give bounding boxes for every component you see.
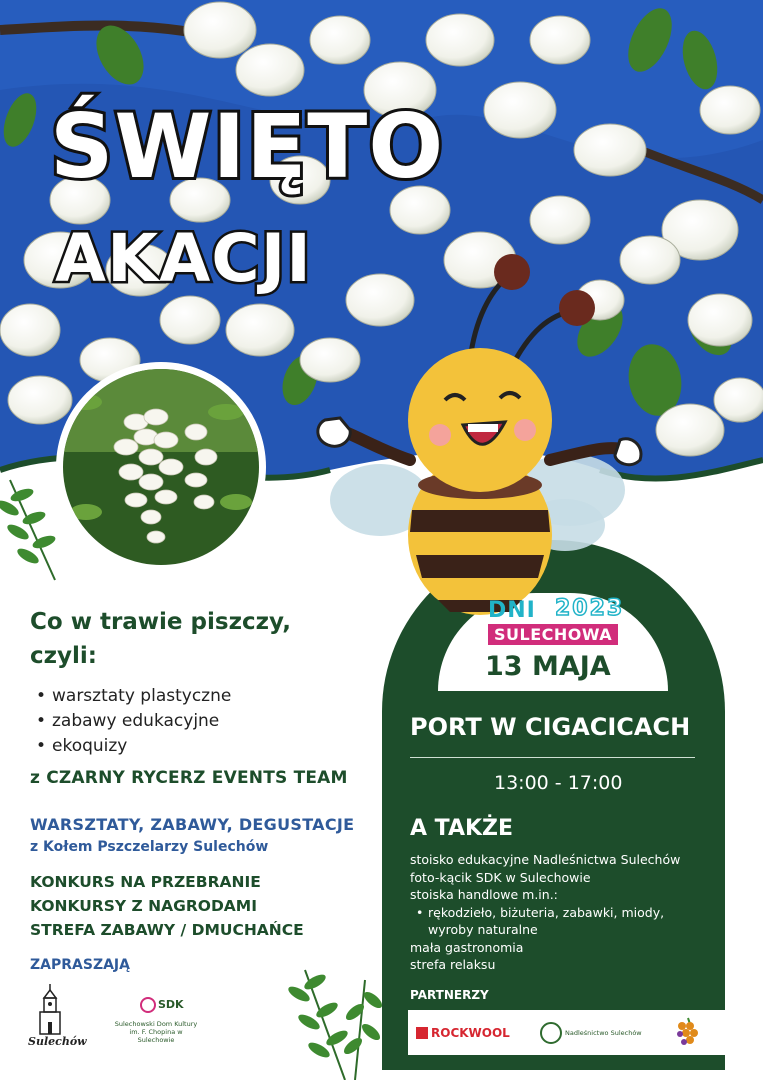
rockwool-label: ROCKWOOL <box>431 1026 510 1040</box>
sulechowa-label: SULECHOWA <box>488 624 618 645</box>
list-item: • zabawy edukacyjne <box>30 709 231 734</box>
invite-label: ZAPRASZAJĄ <box>30 957 130 973</box>
also-heading: A TAKŻE <box>410 816 514 841</box>
list-item: KONKURSY Z NAGRODAMI <box>30 897 257 915</box>
list-item: • warsztaty plastyczne <box>30 684 231 709</box>
acacia-leaf-icon <box>285 960 385 1080</box>
acacia-photo-frame <box>56 362 266 572</box>
year-label: 2023 <box>555 596 625 621</box>
list-item: foto-kącik SDK w Sulechowie <box>410 869 591 885</box>
sulechow-logo-text: Sulechów <box>28 1035 87 1048</box>
question-line2: czyli: <box>30 643 97 669</box>
nadlesnictwo-label: Nadleśnictwo Sulechów <box>565 1029 642 1037</box>
event-date: 13 MAJA <box>485 651 611 682</box>
activities-list <box>30 684 231 759</box>
title-line2: AKACJI <box>55 220 312 297</box>
list-item: KONKURS NA PRZEBRANIE <box>30 873 261 891</box>
list-item: strefa relaksu <box>410 957 496 972</box>
bee-mascot-icon <box>300 250 660 620</box>
list-item: stoisko edukacyjne Nadleśnictwa Sulechów <box>410 852 681 867</box>
partners-heading: PARTNERZY <box>410 988 489 1002</box>
rockwool-logo <box>416 1026 510 1040</box>
contests-list <box>30 870 304 942</box>
also-list <box>410 851 710 974</box>
event-time: 13:00 - 17:00 <box>494 772 623 794</box>
sdk-logo-text: SDK <box>158 998 184 1011</box>
list-item: STREFA ZABAWY / DMUCHAŃCE <box>30 921 304 939</box>
list-item: • rękodzieło, biżuteria, zabawki, miody, wyroby naturalne <box>410 904 710 939</box>
acacia-leaf-icon <box>0 470 70 590</box>
dni-label: DNI <box>488 598 536 623</box>
list-item: stoiska handlowe m.in.: <box>410 887 558 902</box>
title-line1: ŚWIĘTO <box>50 95 445 198</box>
town-hall-icon <box>30 982 70 1038</box>
divider <box>410 757 695 758</box>
beekeepers-line: z Kołem Pszczelarzy Sulechów <box>30 839 269 855</box>
organizer-czarny-rycerz: z CZARNY RYCERZ EVENTS TEAM <box>30 768 348 788</box>
list-item: mała gastronomia <box>410 939 524 955</box>
list-item: • ekoquizy <box>30 734 231 759</box>
workshops-heading: WARSZTATY, ZABAWY, DEGUSTACJE <box>30 815 355 834</box>
sdk-logo <box>140 997 184 1013</box>
question-line1: Co w trawie piszczy, <box>30 609 291 635</box>
event-place: PORT W CIGACICACH <box>410 713 691 741</box>
nadlesnictwo-logo <box>540 1022 642 1044</box>
acacia-flower-icon <box>56 362 266 572</box>
question-heading <box>30 605 360 673</box>
grapes-icon <box>676 1016 700 1048</box>
sdk-caption: Sulechowski Dom Kultury im. F. Chopina w Sulechowie <box>114 1020 198 1044</box>
